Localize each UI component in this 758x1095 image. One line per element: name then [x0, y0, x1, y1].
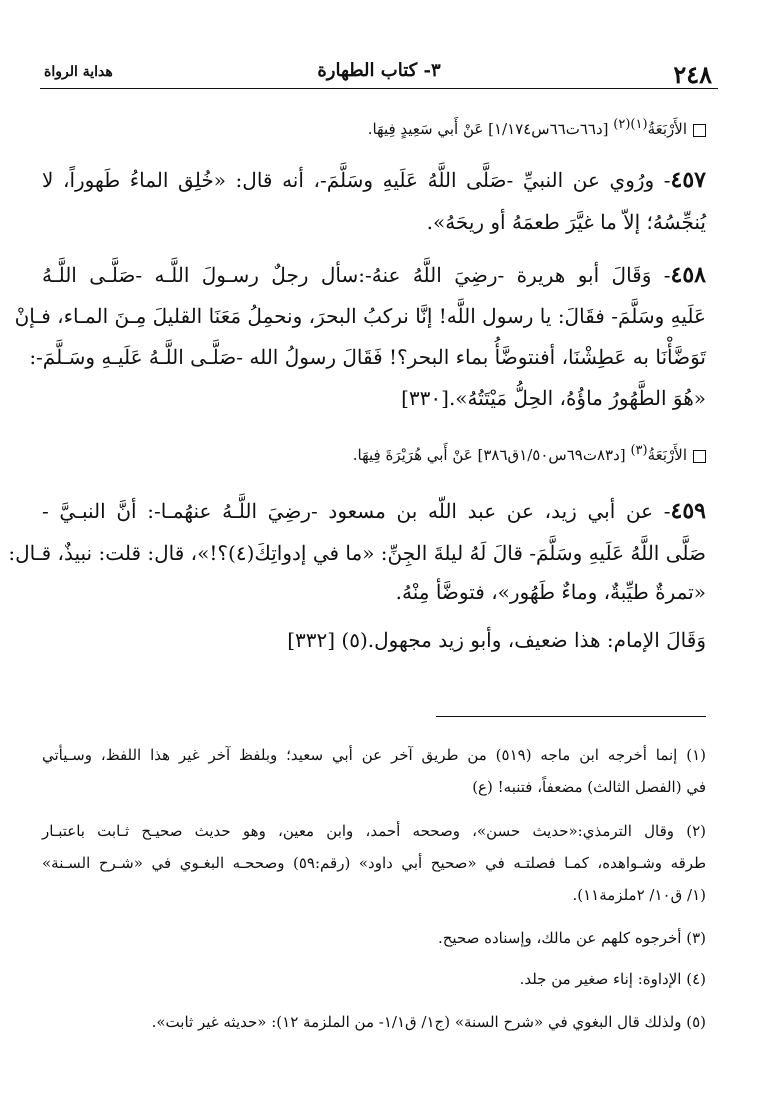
reference-tail: عَنْ أَبي هُرَيْرَةَ فِيهَا.	[352, 446, 473, 464]
hadith-text: صَلَّى اللَّهُ عَلَيهِ وسَلَّمَ- قالَ لَهُ ليلةَ الجِنِّ: «ما في إدواتِكَ(٤)؟!»، قال: قلت: نبيذٌ، قـال:	[8, 541, 706, 565]
reference-line-457	[42, 112, 706, 138]
hadith-number: ٤٥٧	[670, 167, 706, 193]
hadith-459-line-3	[42, 575, 706, 609]
square-marker-icon	[693, 124, 706, 137]
book-title: هداية الرواة	[44, 64, 113, 80]
footnote-2-line-1	[42, 818, 706, 844]
footnote-marks: (١)(٢)	[613, 117, 648, 132]
imam-comment	[42, 623, 706, 657]
footnote-text: (٤) الإداوة: إناء صغير من جلد.	[519, 970, 706, 988]
reference-label: الأَرْبَعَةُ	[647, 446, 687, 464]
hadith-459-line-2	[8, 536, 706, 570]
footnote-1-line-1	[42, 742, 706, 768]
hadith-text: «تمرةٌ طيِّبةٌ، وماءٌ طَهُور»، فتوضَّأ مِنْهُ.	[395, 580, 706, 604]
reference-label: الأَرْبَعَةُ	[647, 120, 687, 138]
footnote-text: طرقه وشـواهده، كمـا فصلتـه في «صحيح أبي داود» (رقم:٥٩) وصححـه البغـوي في «شـرح السـنة»	[42, 854, 707, 872]
hadith-text: - ورُوي عن النبيِّ -صَلَّى اللَّهُ عَلَيهِ وسَلَّمَ-، أنه قال: «خُلِق الماءُ طَهوراً، لا	[42, 168, 671, 192]
hadith-458-line-4	[42, 381, 706, 415]
footnote-5	[42, 1009, 706, 1035]
footnote-1-line-2	[42, 774, 706, 800]
footnote-text: (٢) وقال الترمذي:«حديث حسن»، وصححه أحمد، وابن معين، وهو حديث صحيـح ثـابت باعتبـار	[42, 822, 706, 840]
footnote-text: (١/ ق١٠/ ٢ملزمة١١).	[572, 886, 706, 904]
hadith-458-line-1	[42, 258, 706, 292]
hadith-457-line-2	[42, 205, 706, 239]
hadith-text: يُنجِّسُهُ؛ إلاّ ما غيَّرَ طعمَهُ أو ريحَهُ».	[426, 210, 706, 234]
hadith-number: ٤٥٩	[670, 498, 706, 524]
hadith-text: تَوَضَّأْنَا به عَطِشْنَا، أفنتوضَّأُ بماء البحر؟! فَقَالَ رسولُ الله -صَلَّـى اللَّـهُ عَلَيـهِ وسَـلَّمَ-:	[29, 345, 706, 369]
footnote-divider	[436, 716, 706, 717]
footnote-2-line-3	[42, 882, 706, 908]
hadith-459-line-1	[42, 494, 706, 528]
footnote-2-line-2	[42, 850, 706, 876]
hadith-458-line-2	[14, 299, 706, 333]
reference-tail: عَنْ أَبي سَعِيدٍ فِيهَا.	[367, 120, 484, 138]
hadith-457-line-1	[42, 163, 706, 197]
hadith-text: «هُوَ الطَّهُورُ ماؤُهُ، الحِلُّ مَيْتَتُهُ».[٣٣٠]	[401, 386, 706, 410]
footnote-text: في (الفصل الثالث) مضعفاً، فتنبه! (ع)	[472, 778, 706, 796]
hadith-text: عَلَيهِ وسَلَّمَ- فقَالَ: يا رسول اللَّه! إنَّا نركبُ البحرَ، ونحمِلُ مَعَنَا القليلَ مِـنَ المـاء، فـإنْ	[14, 304, 706, 328]
hadith-text: - وَقَالَ أبو هريرة -رضِيَ اللَّهُ عنهُ-:سأل رجلٌ رسـولَ اللَّـه -صَلَّـى اللَّـهُ	[42, 263, 671, 287]
running-header	[40, 52, 718, 89]
hadith-number: ٤٥٨	[670, 262, 706, 288]
page-number: ٢٤٨	[673, 60, 712, 89]
reference-sources: [د٨٣ت٦٩س١/٥٠ق٣٨٦]	[477, 446, 626, 464]
footnote-marks: (٣)	[630, 443, 648, 458]
reference-line-458	[42, 438, 706, 464]
hadith-text: - عن أبي زيد، عن عبد اللّه بن مسعود -رضِيَ اللَّـهُ عنهُمـا-: أنَّ النبـيَّ -	[42, 499, 671, 523]
reference-sources: [د٦٦ت٦٦س١/١٧٤]	[488, 120, 609, 138]
footnote-text: (٥) ولذلك قال البغوي في «شرح السنة» (ج١/ ق١/١- من الملزمة ١٢): «حديثه غير ثابت».	[151, 1013, 706, 1031]
square-marker-icon	[693, 450, 706, 463]
footnote-3	[42, 925, 706, 951]
footnote-4	[42, 966, 706, 992]
footnote-text: (٣) أخرجوه كلهم عن مالك، وإسناده صحيح.	[437, 929, 706, 947]
imam-text: وَقَالَ الإمام: هذا ضعيف، وأبو زيد مجهول.(٥) [٣٣٢]	[287, 628, 706, 652]
chapter-title: ٣- كتاب الطهارة	[317, 60, 441, 81]
hadith-458-line-3	[29, 340, 706, 374]
footnote-text: (١) إنما أخرجه ابن ماجه (٥١٩) من طريق آخر عن أبي سعيد؛ وبلفظ آخر غير هذا اللفظ، وسـيأتي	[42, 746, 706, 764]
